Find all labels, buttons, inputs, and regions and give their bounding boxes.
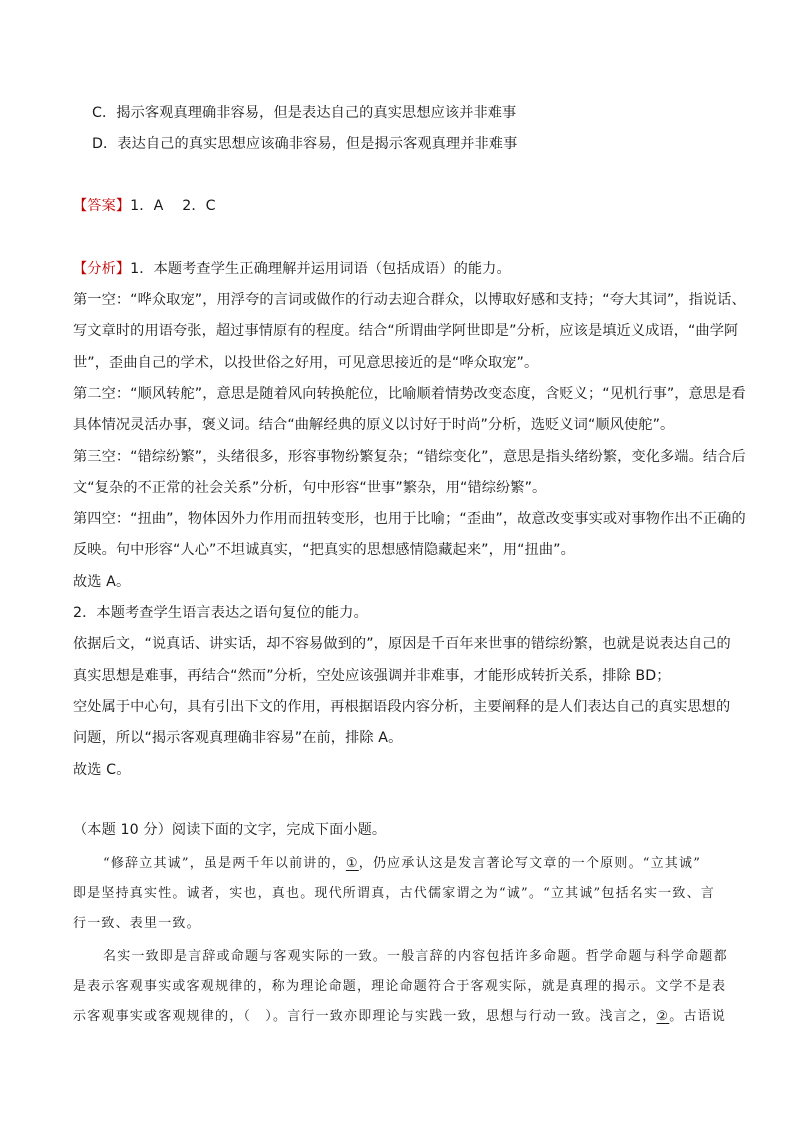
question-heading: （本题 10 分）阅读下面的文字，完成下面小题。 [73, 822, 387, 838]
analysis-line: 反映。句中形容“人心”不坦诚真实，“把真实的思想感情隐藏起来”，用“扭曲”。 [73, 542, 575, 558]
blank-2: ② [656, 1009, 670, 1024]
analysis-line: 故选 A。 [73, 574, 131, 590]
analysis-line: 第二空：“顺风转舵”，意思是随着风向转换舵位，比喻顺着情势改变态度，含贬义；“见机行事”，意思是看 [73, 386, 746, 402]
answer-line [73, 196, 216, 216]
passage-line [103, 854, 701, 874]
analysis-tag: 【分析】 [73, 261, 131, 277]
answer-text: 1．A 2．C [130, 198, 216, 214]
analysis-line: 问题，所以“揭示客观真理确非容易”在前，排除 A。 [73, 730, 403, 746]
option-d: D．表达自己的真实思想应该确非容易，但是揭示客观真理并非难事 [92, 136, 518, 152]
passage-text: “修辞立其诚”，虽是两千年以前讲的， [103, 856, 346, 871]
analysis-line: 依据后文，“说真话、讲实话，却不容易做到的”，原因是千百年来世事的错综纷繁，也就是说表达自己的 [73, 636, 731, 652]
analysis-line: 文“复杂的不正常的社会关系”分析，句中形容“世事”繁杂，用“错综纷繁”。 [73, 480, 547, 496]
analysis-line: 故选 C。 [73, 762, 131, 778]
passage-line: 行一致、表里一致。 [73, 916, 201, 931]
answer-tag: 【答案】 [73, 198, 131, 214]
analysis-line: 空处属于中心句，具有引出下文的作用，再根据语段内容分析，主要阐释的是人们表达自己的真实思想的 [73, 699, 731, 715]
passage-line: 是表示客观事实或客观规律的，称为理论命题，理论命题符合于客观实际，就是真理的揭示。文学不是表 [73, 979, 727, 994]
analysis-intro [73, 259, 511, 279]
blank-1: ① [345, 856, 359, 871]
passage-text: 示客观事实或客观规律的，（ ）。言行一致亦即理论与实践一致，思想与行动一致。浅言之， [73, 1009, 657, 1024]
option-c: C．揭示客观真理确非容易，但是表达自己的真实思想应该并非难事 [92, 105, 517, 121]
analysis-line: 真实思想是难事，再结合“然而”分析，空处应该强调并非难事，才能形成转折关系，排除 BD； [73, 668, 671, 684]
passage-text: ，仍应承认这是发言著论写文章的一个原则。“立其诚” [358, 856, 702, 871]
analysis-line: 第一空：“哗众取宠”，用浮夸的言词或做作的行动去迎合群众，以博取好感和支持；“夸大其词”，指说话、 [73, 292, 746, 308]
analysis-line: 第四空：“扭曲”，物体因外力作用而扭转变形，也用于比喻；“歪曲”，故意改变事实或对事物作出不正确的 [73, 511, 746, 527]
passage-line: 名实一致即是言辞或命题与客观实际的一致。一般言辞的内容包括许多命题。哲学命题与科学命题都 [103, 949, 728, 964]
analysis-q1-intro: 1．本题考查学生正确理解并运用词语（包括成语）的能力。 [130, 261, 511, 277]
passage-line: 即是坚持真实性。诚者，实也，真也。现代所谓真，古代儒家谓之为“诚”。“立其诚”包括名实一致、言 [73, 886, 715, 901]
analysis-line: 2．本题考查学生语言表达之语句复位的能力。 [73, 605, 368, 621]
passage-line [73, 1007, 726, 1027]
analysis-line: 世”，歪曲自己的学术，以投世俗之好用，可见意思接近的是“哗众取宠”。 [73, 355, 539, 371]
analysis-line: 第三空：“错综纷繁”，头绪很多，形容事物纷繁复杂；“错综变化”，意思是指头绪纷繁，变化多端。结合后 [73, 449, 746, 465]
analysis-line: 具体情况灵活办事，褒义词。结合“曲解经典的原义以讨好于时尚”分析，选贬义词“顺风使舵”。 [73, 417, 675, 433]
analysis-line: 写文章时的用语夸张，超过事情原有的程度。结合“所谓曲学阿世即是”分析，应该是填近义成语，“曲学阿 [73, 323, 739, 339]
passage-text: 。古语说 [669, 1009, 727, 1024]
